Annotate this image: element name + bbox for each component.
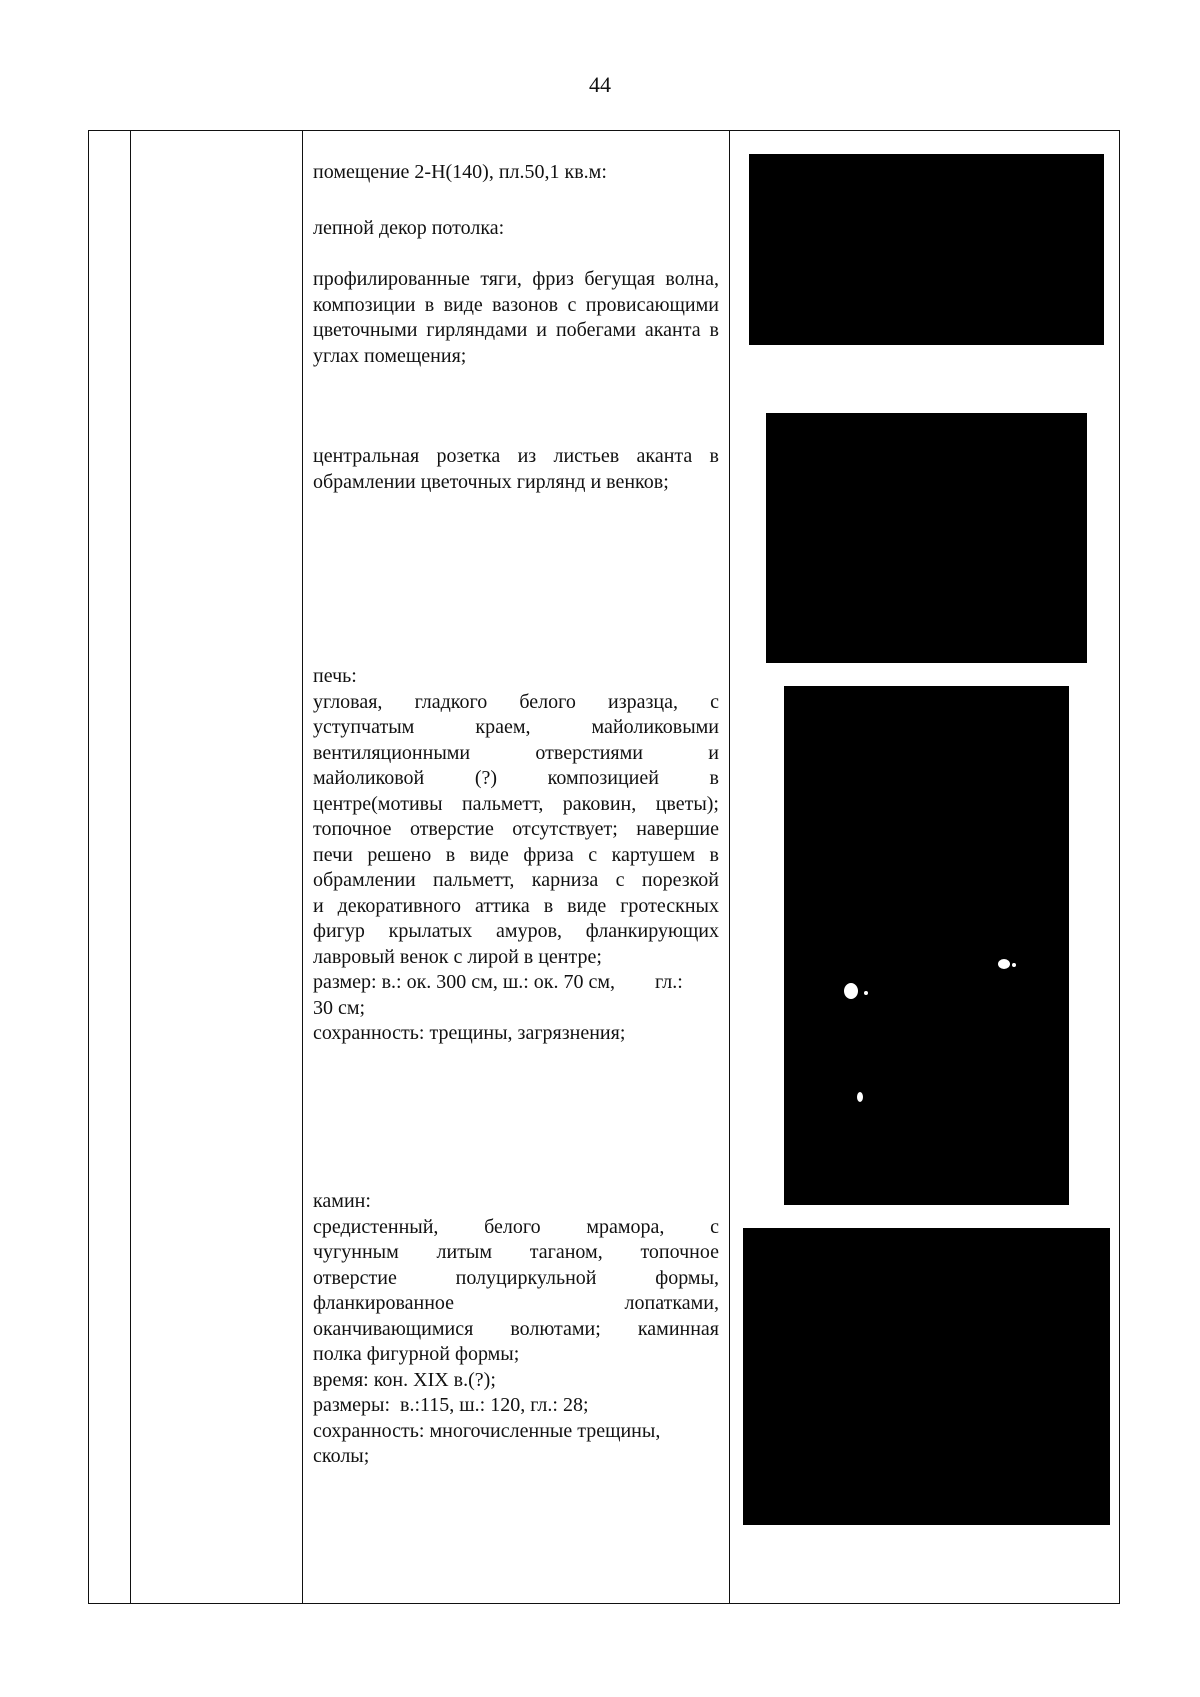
stove-line: обрамлении пальметт, карниза с порезкой bbox=[313, 869, 719, 891]
photo-highlight bbox=[864, 991, 868, 995]
fireplace-line: оканчивающимися волютами; каминная bbox=[313, 1317, 719, 1340]
column-divider-2 bbox=[302, 131, 303, 1603]
stove-line: вентиляционными отверстиями и bbox=[313, 741, 719, 764]
fireplace-sizes: размеры: в.:115, ш.: 120, гл.: 28; bbox=[313, 1394, 589, 1416]
fireplace-condition-continued: сколы; bbox=[313, 1445, 370, 1467]
stove-line: печи решено в виде фриза с картушем в bbox=[313, 843, 719, 866]
stove-line: фигур крылатых амуров, фланкирующих bbox=[313, 920, 719, 942]
fireplace-time: время: кон. XIX в.(?); bbox=[313, 1368, 496, 1391]
ceiling-heading: лепной декор потолка: bbox=[313, 217, 505, 239]
fireplace-line: фланкированное лопатками, bbox=[313, 1292, 719, 1314]
ceiling-description: профилированные тяги, фриз бегущая волна, композиции в виде вазонов с провисающими цветочными гирляндами и побегами аканта в углах помещения; bbox=[313, 268, 719, 367]
stove-line: лавровый венок с лирой в центре; bbox=[313, 945, 602, 968]
stove-line: и декоративного аттика в виде гротескных bbox=[313, 894, 719, 917]
column-divider-3 bbox=[729, 131, 730, 1603]
photo-highlight bbox=[1012, 963, 1016, 967]
column-divider-1 bbox=[130, 131, 131, 1603]
fireplace-condition: сохранность: многочисленные трещины, bbox=[313, 1419, 661, 1442]
fireplace-tail: полка фигурной формы; bbox=[313, 1343, 520, 1365]
photo-highlight bbox=[857, 1092, 863, 1102]
fireplace-section bbox=[313, 1189, 719, 1470]
photo-highlight bbox=[998, 959, 1010, 969]
stove-line: центре(мотивы пальметт, раковин, цветы); bbox=[313, 792, 719, 815]
stove-size: размер: в.: ок. 300 см, ш.: ок. 70 см, гл.: bbox=[313, 971, 683, 993]
fireplace-line: чугунным литым таганом, топочное bbox=[313, 1241, 719, 1263]
room-heading: помещение 2-Н(140), пл.50,1 кв.м: bbox=[313, 161, 607, 183]
stove-line: топочное отверстие отсутствует; навершие bbox=[313, 818, 719, 840]
ceiling-photo bbox=[749, 154, 1104, 345]
stove-heading: печь: bbox=[313, 665, 357, 687]
rosette-description: центральная розетка из листьев аканта в обрамлении цветочных гирлянд и венков; bbox=[313, 445, 719, 493]
rosette-photo bbox=[766, 413, 1087, 663]
stove-line: уступчатым краем, майоликовыми bbox=[313, 716, 719, 738]
page-number: 44 bbox=[589, 72, 611, 97]
stove-size-continued: 30 см; bbox=[313, 996, 366, 1019]
stove-line: майоликовой (?) композицией в bbox=[313, 767, 719, 789]
fireplace-photo bbox=[743, 1228, 1110, 1525]
fireplace-heading: камин: bbox=[313, 1190, 371, 1212]
fireplace-line: средистенный, белого мрамора, с bbox=[313, 1215, 719, 1238]
fireplace-line: отверстие полуциркульной формы, bbox=[313, 1266, 719, 1289]
stove-section bbox=[313, 664, 719, 1047]
stove-line: угловая, гладкого белого изразца, с bbox=[313, 690, 719, 713]
photo-highlight bbox=[844, 983, 858, 999]
stove-condition: сохранность: трещины, загрязнения; bbox=[313, 1022, 626, 1044]
stove-photo bbox=[784, 686, 1069, 1205]
inventory-table bbox=[88, 130, 1120, 1604]
